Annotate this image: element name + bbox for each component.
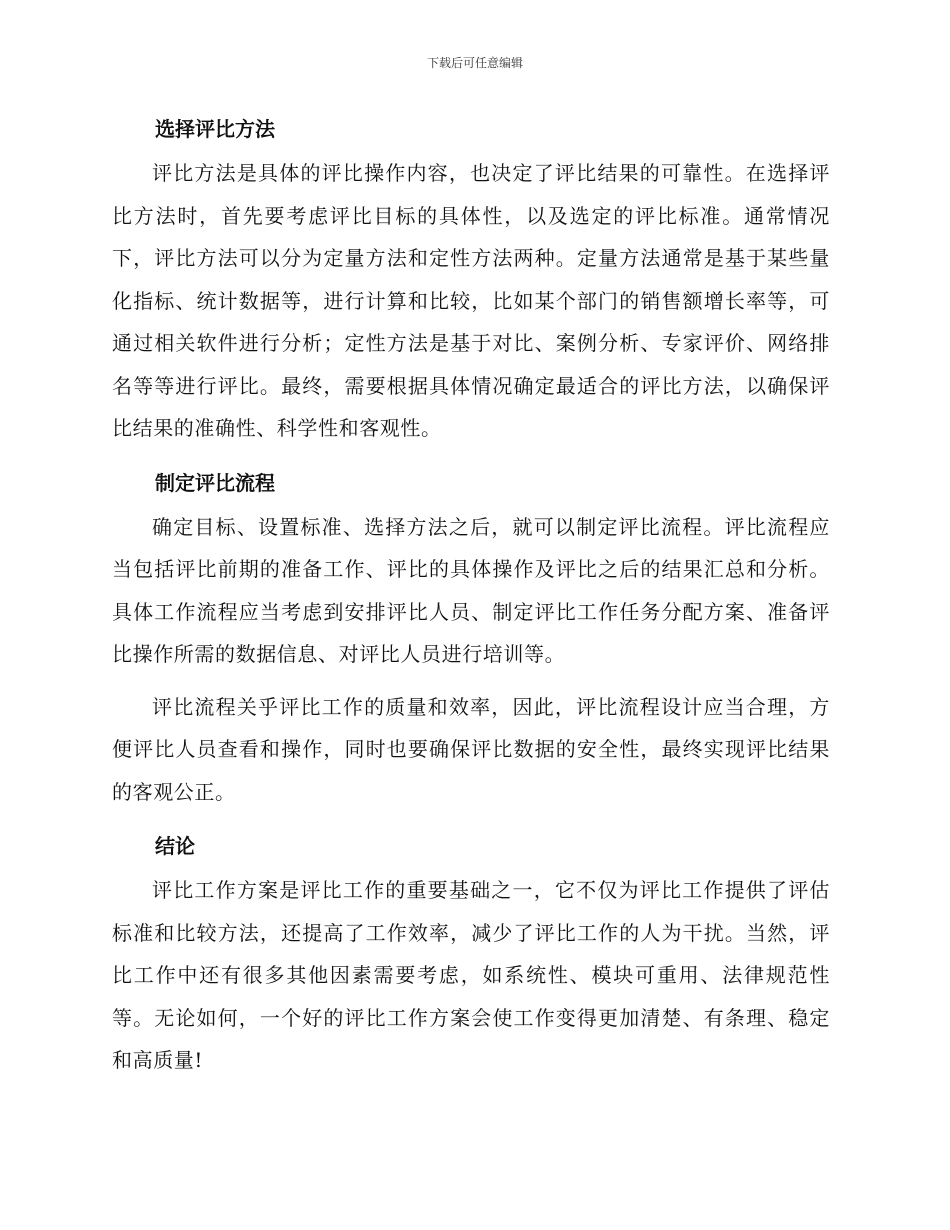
section-heading: 制定评比流程 (155, 470, 275, 495)
document-body (112, 106, 830, 1092)
paragraph: 评比流程关乎评比工作的质量和效率，因此，评比流程设计应当合理，方便评比人员查看和操作，同时也要确保评比数据的安全性，最终实现评比结果的客观公正。 (112, 694, 830, 804)
paragraph: 评比方法是具体的评比操作内容，也决定了评比结果的可靠性。在选择评比方法时，首先要考虑评比目标的具体性，以及选定的评比标准。通常情况下，评比方法可以分为定量方法和定性方法两种。定量方法通常是基于某些量化指标、统计数据等，进行计算和比较，比如某个部门的销售额增长率等，可通过相关软件进行分析；定性方法是基于对比、案例分析、专家评价、网络排名等等进行评比。最终，需要根据具体情况确定最适合的评比方法，以确保评比结果的准确性、科学性和客观性。 (112, 161, 830, 440)
paragraph: 确定目标、设置标准、选择方法之后，就可以制定评比流程。评比流程应当包括评比前期的准备工作、评比的具体操作及评比之后的结果汇总和分析。具体工作流程应当考虑到安排评比人员、制定评比工作任务分配方案、准备评比操作所需的数据信息、对评比人员进行培训等。 (112, 514, 830, 666)
page-header: 下载后可任意编辑 (426, 56, 523, 70)
section-heading: 结论 (155, 834, 195, 858)
section-heading: 选择评比方法 (155, 117, 275, 141)
section-select-method (112, 106, 830, 450)
section-conclusion (112, 823, 830, 1082)
section-evaluation-process (112, 460, 830, 814)
paragraph: 评比工作方案是评比工作的重要基础之一，它不仅为评比工作提供了评估标准和比较方法，还提高了工作效率，减少了评比工作的人为干扰。当然，评比工作中还有很多其他因素需要考虑，如系统性、模块可重用、法律规范性等。无论如何，一个好的评比工作方案会使工作变得更加清楚、有条理、稳定和高质量! (112, 878, 830, 1072)
